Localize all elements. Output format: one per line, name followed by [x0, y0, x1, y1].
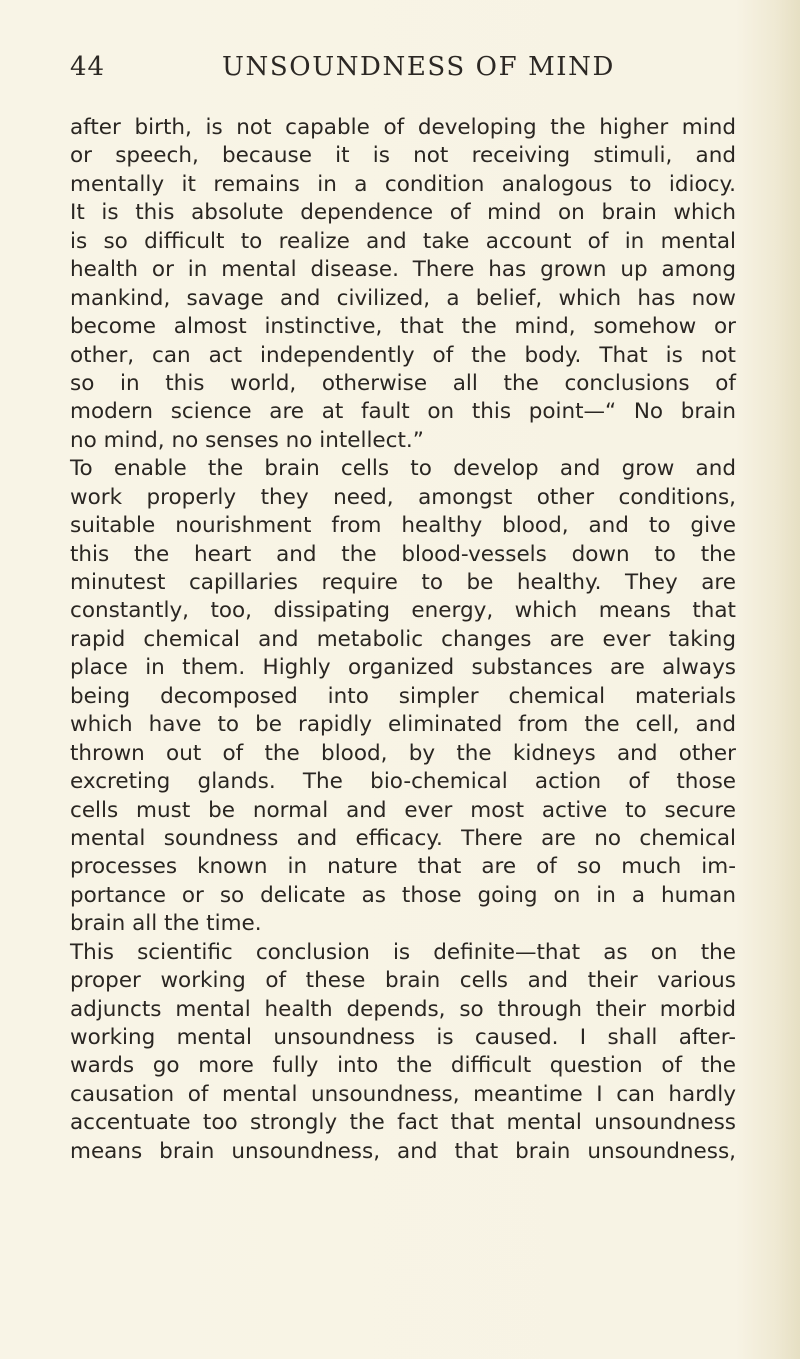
text-line: constantly, too, dissipating energy, which means that	[70, 598, 736, 624]
text-line: minutest capillaries require to be healthy. They are	[70, 570, 736, 595]
text-line: other, can act independently of the body. That is not	[70, 342, 736, 368]
text-line: after birth, is not capable of developing the higher mind	[70, 115, 736, 140]
text-line: thrown out of the blood, by the kidneys and other	[70, 740, 736, 766]
text-line: means brain unsoundness, and that brain unsoundness,	[70, 1138, 736, 1164]
text-line: so in this world, otherwise all the conclusions of	[70, 370, 736, 396]
text-line: excreting glands. The bio-chemical action of those	[70, 769, 736, 795]
text-line: place in them. Highly organized substances are always	[70, 655, 736, 681]
text-line: working mental unsoundness is caused. I shall after-	[70, 1025, 736, 1050]
text-line: or speech, because it is not receiving stimuli, and	[70, 143, 736, 169]
text-line: modern science are at fault on this point—“ No brain	[70, 399, 736, 425]
text-line: proper working of these brain cells and their various	[70, 968, 736, 994]
text-line: no mind, no senses no intellect.”	[70, 427, 424, 453]
text-line: health or in mental disease. There has grown up among	[70, 257, 736, 283]
text-line: wards go more fully into the difficult question of the	[70, 1053, 736, 1079]
text-line: To enable the brain cells to develop and grow and	[70, 456, 736, 482]
text-line: cells must be normal and ever most active to secure	[70, 797, 736, 823]
text-line: brain all the time.	[70, 911, 262, 937]
text-line: It is this absolute dependence of mind on brain which	[70, 200, 736, 226]
text-line: mankind, savage and civilized, a belief, which has now	[70, 285, 736, 311]
page-number: 44	[70, 52, 106, 82]
text-line: mentally it remains in a condition analogous to idiocy.	[70, 171, 736, 197]
text-line: suitable nourishment from healthy blood, and to give	[70, 513, 736, 539]
text-line: This scientific conclusion is definite—that as on the	[70, 939, 736, 965]
text-line: work properly they need, amongst other conditions,	[70, 484, 736, 510]
text-line: mental soundness and efficacy. There are no chemical	[70, 825, 736, 851]
text-line: become almost instinctive, that the mind, somehow or	[70, 314, 736, 340]
body-text	[70, 114, 736, 1166]
text-line: portance or so delicate as those going on in a human	[70, 882, 736, 908]
text-line: this the heart and the blood-vessels down to the	[70, 541, 736, 567]
text-line: causation of mental unsoundness, meantime I can hardly	[70, 1081, 736, 1107]
page-header	[70, 52, 735, 92]
text-line: which have to be rapidly eliminated from the cell, and	[70, 712, 736, 738]
running-head: UNSOUNDNESS OF MIND	[222, 52, 615, 82]
text-line: adjuncts mental health depends, so through their morbid	[70, 996, 736, 1022]
text-line: accentuate too strongly the fact that mental unsoundness	[70, 1110, 736, 1136]
text-line: rapid chemical and metabolic changes are ever taking	[70, 626, 736, 652]
text-line: being decomposed into simpler chemical materials	[70, 683, 736, 709]
text-line: is so difficult to realize and take account of in mental	[70, 228, 736, 254]
text-line: processes known in nature that are of so much im-	[70, 854, 736, 880]
